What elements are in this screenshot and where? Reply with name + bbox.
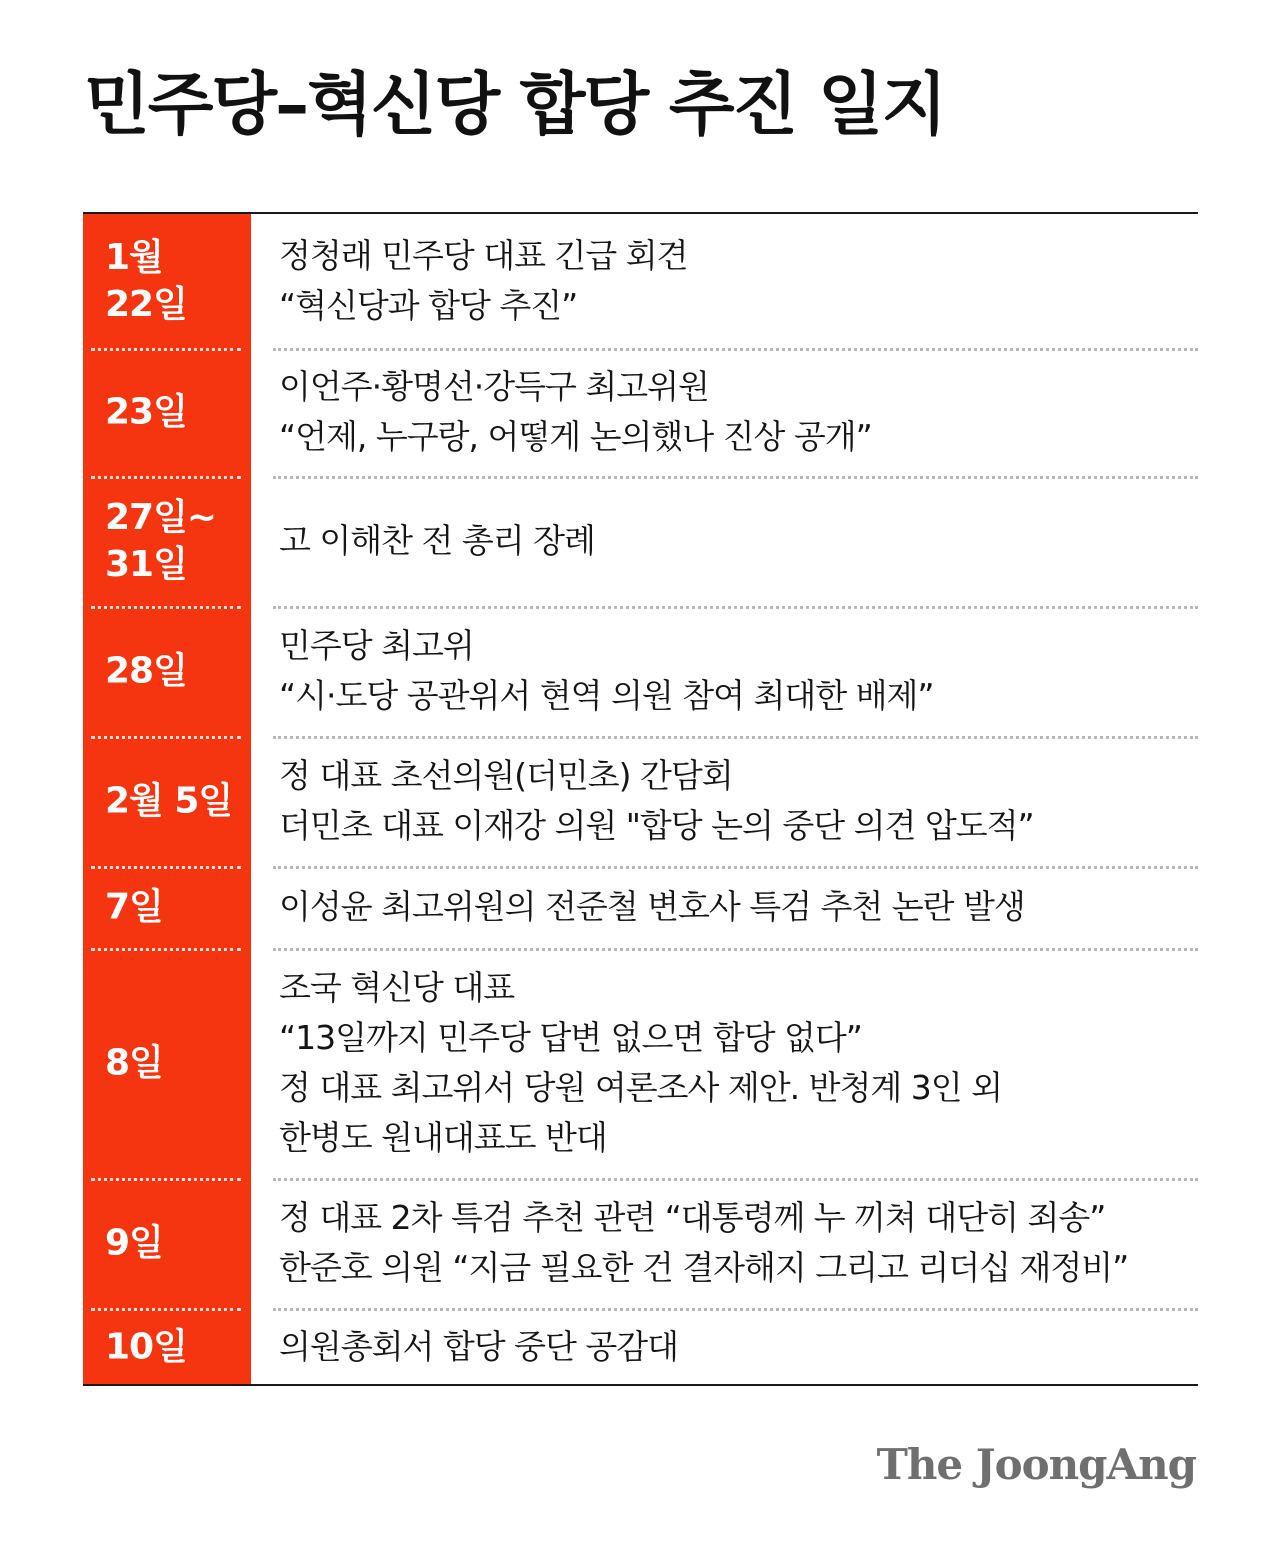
row-line: “언제, 누구랑, 어떻게 논의했나 진상 공개” <box>279 417 872 456</box>
row-date: 23일 <box>105 391 187 433</box>
row-date: 10일 <box>105 1326 187 1368</box>
publisher-logo: The JoongAng <box>876 1440 1196 1489</box>
row-line: 정청래 민주당 대표 긴급 회견 <box>279 236 688 275</box>
row-line: “13일까지 민주당 답변 없으면 합당 없다” <box>279 1018 862 1057</box>
row-date: 9일 <box>105 1222 163 1264</box>
row-date: 2월 5일 <box>105 780 233 822</box>
row-description <box>279 1193 1198 1293</box>
row-line: 정 대표 2차 특검 추천 관련 “대통령께 누 끼쳐 대단히 죄송” <box>279 1198 1106 1237</box>
row-line: 조국 혁신당 대표 <box>279 968 515 1007</box>
timeline-row <box>83 348 1198 476</box>
timeline-row <box>83 948 1198 1178</box>
row-description <box>279 963 1198 1163</box>
row-date: 27일~ 31일 <box>105 497 217 585</box>
row-description <box>279 231 1198 331</box>
row-line: 정 대표 최고위서 당원 여론조사 제안. 반청계 3인 외 <box>279 1068 1002 1107</box>
row-date: 7일 <box>105 886 163 928</box>
row-line: 한병도 원내대표도 반대 <box>279 1118 607 1157</box>
timeline-row <box>83 606 1198 736</box>
row-line: 한준호 의원 “지금 필요한 건 결자해지 그리고 리더십 재정비” <box>279 1248 1129 1287</box>
row-line: 이언주·황명선·강득구 최고위원 <box>279 367 709 406</box>
row-description <box>279 621 1198 721</box>
row-line: 고 이해찬 전 총리 장례 <box>279 521 595 560</box>
row-line: 정 대표 초선의원(더민초) 간담회 <box>279 756 733 795</box>
row-line: 의원총회서 합당 중단 공감대 <box>279 1327 679 1366</box>
timeline-row <box>83 476 1198 606</box>
row-description <box>279 751 1198 851</box>
row-description <box>279 1322 1198 1372</box>
row-line: 민주당 최고위 <box>279 626 474 665</box>
timeline-row <box>83 214 1198 348</box>
row-line: 더민초 대표 이재강 의원 "합당 논의 중단 의견 압도적” <box>279 806 1034 845</box>
timeline-row <box>83 736 1198 866</box>
row-description <box>279 882 1198 932</box>
row-date: 28일 <box>105 650 187 692</box>
row-description <box>279 362 1198 462</box>
timeline-row <box>83 866 1198 948</box>
row-description <box>279 516 1198 566</box>
row-line: “혁신당과 합당 추진” <box>279 286 578 325</box>
row-line: 이성윤 최고위원의 전준철 변호사 특검 추천 논란 발생 <box>279 887 1025 926</box>
timeline-row <box>83 1178 1198 1308</box>
row-date: 1월 22일 <box>105 237 187 325</box>
timeline-table <box>83 212 1198 1386</box>
row-line: “시·도당 공관위서 현역 의원 참여 최대한 배제” <box>279 676 934 715</box>
timeline-row <box>83 1308 1198 1386</box>
row-date: 8일 <box>105 1042 163 1084</box>
page-title: 민주당–혁신당 합당 추진 일지 <box>84 66 946 145</box>
